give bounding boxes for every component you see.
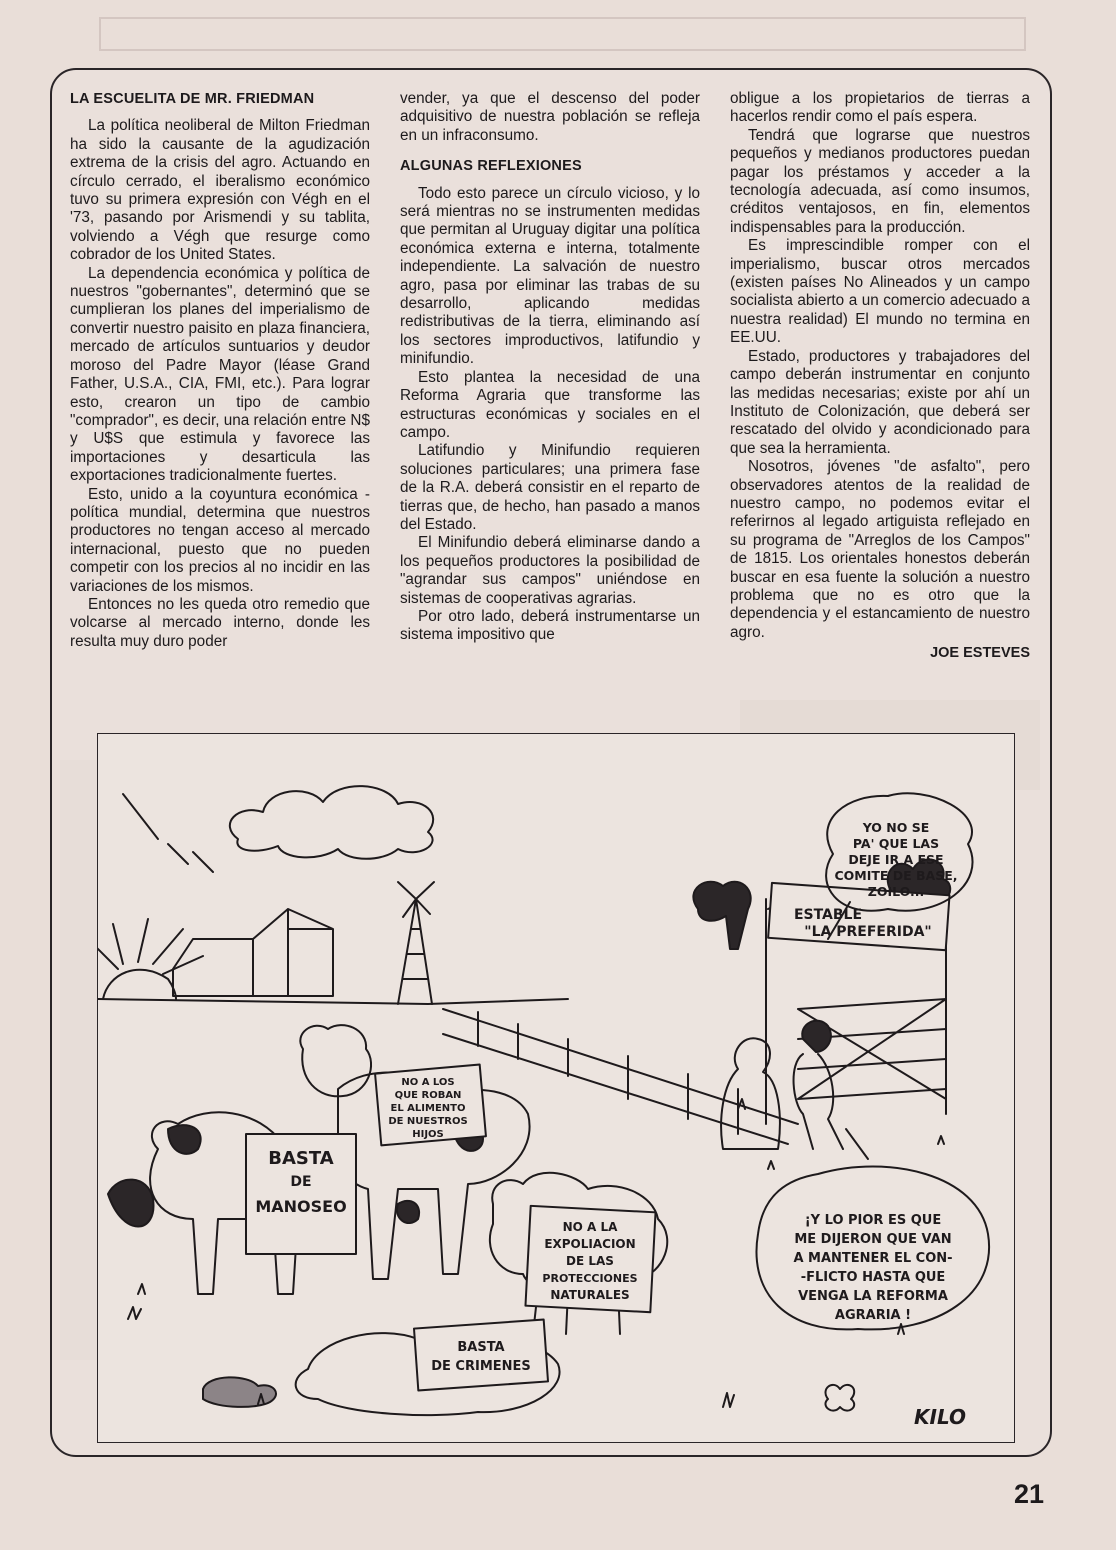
bubble-bottom-line: VENGA LA REFORMA (798, 1289, 948, 1304)
article-column-2 (400, 90, 700, 645)
section-heading-escuelita: LA ESCUELITA DE MR. FRIEDMAN (70, 91, 315, 107)
bubble-bottom-line: AGRARIA ! (834, 1308, 912, 1323)
cow-right-head (300, 1025, 371, 1096)
section-heading-reflexiones: ALGUNAS REFLEXIONES (400, 158, 582, 175)
page-number: 21 (1014, 1479, 1045, 1509)
horizon-line (98, 999, 568, 1004)
sheep-sign-line: NATURALES (550, 1288, 630, 1302)
artist-signature: KILO (914, 1405, 966, 1429)
cow2-sign-line: QUE ROBAN (394, 1090, 462, 1101)
paragraph: La política neoliberal de Milton Friedman ha sido la causante de la agudización extrema de la crisis del agro. Actuando en círculo cerrado, el iberalismo económico tuvo su primera expresión con Végh en el '73, pasando por Arismendi y su tablita, volviendo a Végh que resurge como cobrador de los United States. (70, 117, 370, 264)
sheep-sign-line: PROTECCIONES (542, 1272, 638, 1285)
sheep-sign-line: EXPOLIACION (544, 1237, 636, 1251)
gate-sign-text: ESTABLE (793, 907, 863, 923)
pig-sign-board (414, 1320, 548, 1391)
paragraph-continued: vender, ya que el descenso del poder adquisitivo de nuestra población se refleja en un infraconsumo. (400, 90, 700, 144)
cow1-sign-line: DE (290, 1174, 312, 1190)
cow1-sign-line: BASTA (268, 1148, 334, 1169)
bubble-top-line: COMITE DE BASE, (834, 868, 958, 883)
farmer-man (802, 1021, 831, 1052)
sun-rays (98, 794, 213, 974)
windmill-shape (398, 882, 434, 1004)
bubble-top-line: YO NO SE (862, 820, 930, 835)
paragraph: Todo esto parece un círculo vicioso, y lo será mientras no se instrumenten medidas que permitan al Uruguay digitar una política económica externa e interna, totalmente independiente. La salvación de nuestro agro, pasa por eliminar las trabas de su desarrollo, aplicando medidas redistributivas de la tierra, eliminando así los sectores improductivos, latifundio y minifundio. (400, 184, 700, 368)
article-column-1 (70, 90, 370, 651)
article-column-3 (730, 90, 1030, 663)
bubble-top-line: DEJE IR A ESE (848, 852, 944, 867)
gate-sign-name: "LA PREFERIDA" (804, 924, 932, 940)
bubble-bottom-line: ME DIJERON QUE VAN (794, 1232, 952, 1247)
cloud-shape (230, 786, 433, 859)
paragraph: Esto plantea la necesidad de una Reforma Agraria que transforme las estructuras económicas y sociales en el campo. (400, 368, 700, 441)
cow2-sign-line: NO A LOS (401, 1077, 455, 1088)
pig-sign-line: DE CRIMENES (431, 1359, 531, 1374)
paragraph: Estado, productores y trabajadores del campo deberán instrumentar en conjunto las medidas necesarias; existe por ahí un Instituto de Colonización, que deberá ser rescatado del olvido y acondicionado para que sea la herramienta. (730, 347, 1030, 457)
article-body (70, 90, 1030, 730)
cow2-sign-line: HIJOS (412, 1129, 444, 1140)
cartoon-illustration (97, 733, 1015, 1443)
flower-doodle (825, 1385, 854, 1411)
cow2-sign-line: EL ALIMENTO (390, 1103, 466, 1114)
cow1-sign-line: MANOSEO (255, 1197, 347, 1216)
bubble-bottom-line: -FLICTO HASTA QUE (800, 1270, 946, 1285)
sheep-sign-line: DE LAS (566, 1254, 614, 1268)
paragraph: El Minifundio deberá eliminarse dando a los pequeños productores la posibilidad de "agrandar sus campos" uniéndose en sistemas de cooperativas agrarias. (400, 534, 700, 607)
bubble-top-line: PA' QUE LAS (852, 836, 940, 851)
paragraph: Por otro lado, deberá instrumentarse un sistema impositivo que (400, 607, 700, 644)
paragraph: Latifundio y Minifundio requieren soluciones particulares; una primera fase de la R.A. deberá consistir en el reparto de tierras que, de hecho, han pasado a manos del Estado. (400, 442, 700, 533)
paragraph: Nosotros, jóvenes "de asfalto", pero observadores atentos de la realidad de nuestro campo, no podemos evitar el referirnos al legado artiguista reflejado en su programa de "Arreglos de los Campos" de 1815. Los orientales honestos deberán buscar en esa fuente la solución a nuestro problema que no es otro que la dependencia y el estancamiento de nuestro agro. (730, 458, 1030, 641)
sheep-sign-line: NO A LA (562, 1220, 618, 1234)
bubble-top-line: ZOILO... (867, 884, 925, 899)
piglet-shape (203, 1377, 276, 1407)
fence-lines (443, 1009, 798, 1144)
cow2-sign-line: DE NUESTROS (388, 1116, 468, 1127)
author-signature: JOE ESTEVES (930, 645, 1030, 662)
barn-shape (173, 909, 333, 996)
paragraph: Esto, unido a la coyuntura económica - política mundial, determina que nuestros productores no tengan acceso al mercado internacional, puesto que no pueden competir con los precios al no incidir en las variaciones de los mismos. (70, 485, 370, 595)
cartoon-drawing (98, 734, 1016, 1444)
bubble-bottom-line: ¡Y LO PIOR ES QUE (804, 1213, 942, 1228)
bubble-bottom-line: A MANTENER EL CON- (793, 1251, 953, 1266)
paragraph: La dependencia económica y política de nuestros "gobernantes", determinó que se cumplieran los planes del imperialismo de convertir nuestro paisito en plaza financiera, mercado de artículos suntuarios y deudor moroso del Padre Mayor (léase Grand Father, U.S.A., CIA, FMI, etc.). Para lograr esto, crearon un tipo de cambio "comprador", es decir, una relación entre N$ y U$S que estimula y favorece las importaciones y desarticula las exportaciones tradicionalmente fuertes. (70, 264, 370, 485)
cow-left-spots (108, 1125, 201, 1226)
pig-sign-line: BASTA (457, 1340, 505, 1355)
paragraph: Tendrá que lograrse que nuestros pequeños y medianos productores puedan pagar los préstamos y acceder a la tecnología adecuada, así como insumos, créditos ventajosos, en fin, elementos indispensables para la producción. (730, 126, 1030, 236)
paragraph: Entonces no les queda otro remedio que volcarse al mercado interno, donde les resulta muy duro poder (70, 595, 370, 650)
paragraph-continued: obligue a los propietarios de tierras a hacerlos rendir como el país espera. (730, 90, 1030, 126)
paragraph: Es imprescindible romper con el imperialismo, buscar otros mercados (existen países No Alineados y un campo socialista abierto a un comercio adecuado a nuestra realidad) El mundo no termina en EE.UU. (730, 237, 1030, 347)
